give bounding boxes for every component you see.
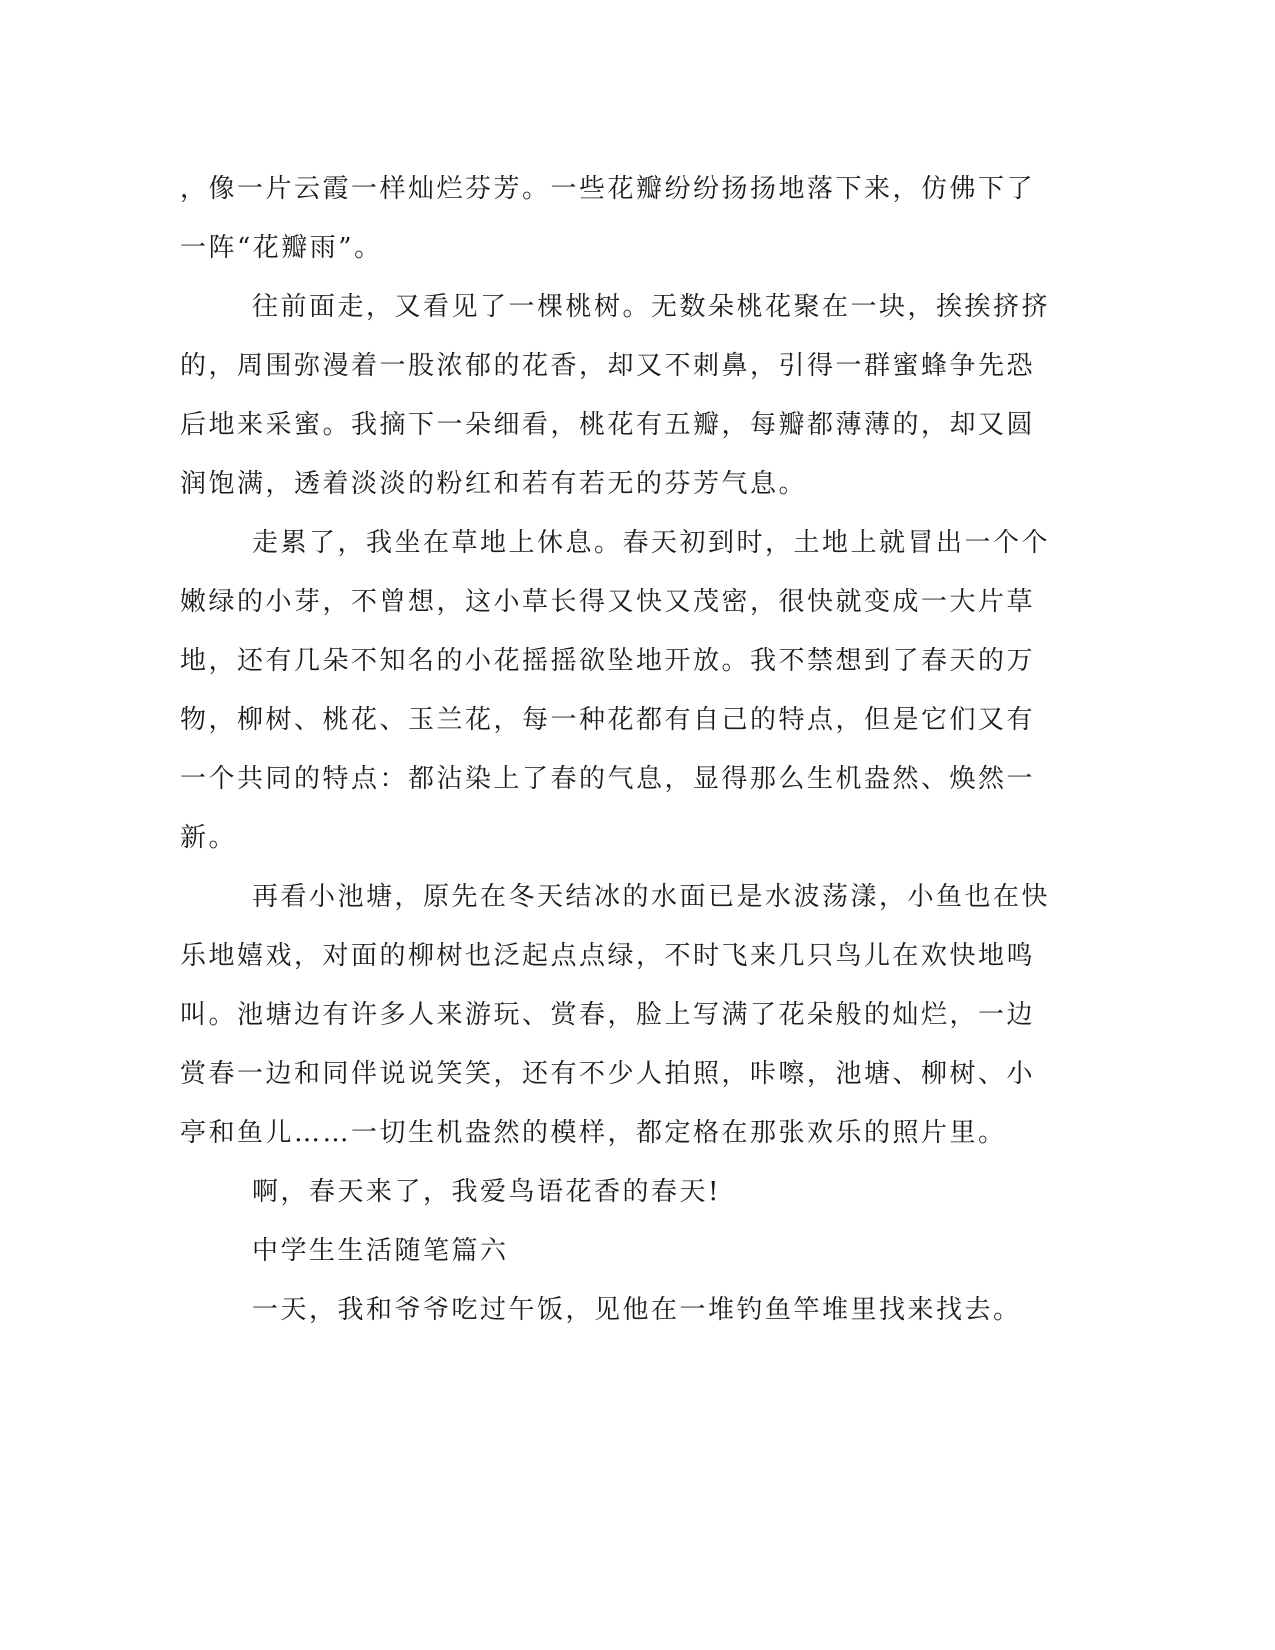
text-line: 一天，我和爷爷吃过午饭，见他在一堆钓鱼竿堆里找来找去。 [252,1295,1022,1325]
paragraph-2 [180,278,1051,514]
text-line: 嫩绿的小芽，不曾想，这小草长得又快又茂密，很快就变成一大片草 [180,587,1036,617]
document-body [180,160,1051,1340]
text-line: 一阵“花瓣雨”。 [180,233,383,263]
text-line: 再看小池塘，原先在冬天结冰的水面已是水波荡漾，小鱼也在快 [252,882,1051,912]
text-line: 走累了，我坐在草地上休息。春天初到时，土地上就冒出一个个 [252,528,1051,558]
paragraph-4 [180,868,1051,1163]
heading-text: 中学生生活随笔篇六 [252,1236,509,1266]
paragraph-5 [180,1163,1040,1222]
text-line: 乐地嬉戏，对面的柳树也泛起点点绿，不时飞来几只鸟儿在欢快地鸣 [180,941,1036,971]
paragraph-1 [180,160,1040,278]
text-line: 新。 [180,823,238,853]
text-line: 赏春一边和同伴说说笑笑，还有不少人拍照，咔嚓，池塘、柳树、小 [180,1059,1036,1089]
text-line: 亭和鱼儿……一切生机盎然的模样，都定格在那张欢乐的照片里。 [180,1118,1007,1148]
text-line: 叫。池塘边有许多人来游玩、赏春，脸上写满了花朵般的灿烂，一边 [180,1000,1036,1030]
text-line: 润饱满，透着淡淡的粉红和若有若无的芬芳气息。 [180,469,808,499]
text-line: 一个共同的特点：都沾染上了春的气息，显得那么生机盎然、焕然一 [180,764,1036,794]
text-line: ，像一片云霞一样灿烂芬芳。一些花瓣纷纷扬扬地落下来，仿佛下了 [180,174,1036,204]
text-line: 地，还有几朵不知名的小花摇摇欲坠地开放。我不禁想到了春天的万 [180,646,1036,676]
text-line: 物，柳树、桃花、玉兰花，每一种花都有自己的特点，但是它们又有 [180,705,1036,735]
text-line: 的，周围弥漫着一股浓郁的花香，却又不刺鼻，引得一群蜜蜂争先恐 [180,351,1036,381]
text-line: 啊，春天来了，我爱鸟语花香的春天! [252,1177,721,1207]
paragraph-3 [180,514,1051,868]
text-line: 往前面走，又看见了一棵桃树。无数朵桃花聚在一块，挨挨挤挤 [252,292,1051,322]
text-line: 后地来采蜜。我摘下一朵细看，桃花有五瓣，每瓣都薄薄的，却又圆 [180,410,1036,440]
paragraph-7 [180,1281,1040,1340]
section-heading [180,1222,1040,1281]
